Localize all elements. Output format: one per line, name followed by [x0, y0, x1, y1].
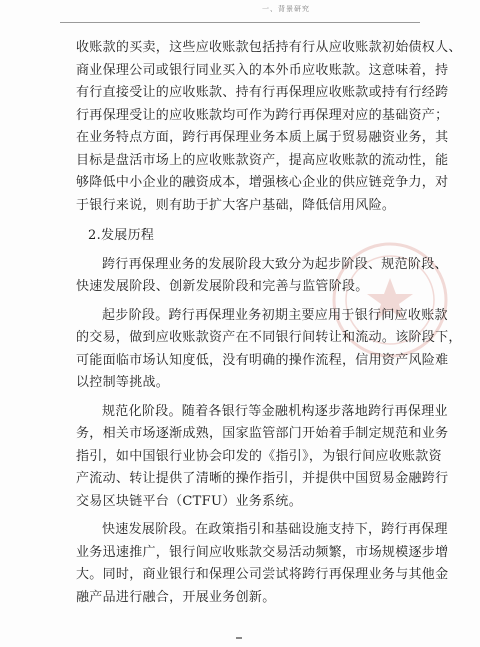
text-line: 有行直接受让的应收账款、持有行再保理应收账款或持有行经跨	[76, 85, 449, 100]
paragraph-2	[76, 254, 448, 299]
text-line: 业务迅速推广，银行间应收账款交易活动频繁，市场规模逐步增	[76, 544, 449, 560]
text-line: 可能面临市场认知度低，没有明确的操作流程，信用资产风险难	[76, 352, 449, 368]
paragraph-5	[76, 519, 449, 609]
header-text: 一、背景研究	[262, 5, 310, 13]
text-line: 务，相关市场逐渐成熟，国家监管部门开始着手制定规范和业务	[76, 426, 449, 441]
text-line: 快速发展阶段。在政策指引和基础设施支持下，跨行再保理	[102, 522, 448, 537]
text-line: 大。同时，商业银行和保理公司尝试将跨行再保理业务与其他金	[76, 567, 449, 582]
paragraph-4	[76, 401, 449, 514]
paragraph-1	[76, 37, 462, 217]
paragraph-3	[76, 305, 462, 395]
text-line: 行再保理受让的应收账款均可作为跨行再保理对应的基础资产；	[76, 107, 449, 123]
text-line: 产流动、转让提供了清晰的操作指引，并提供中国贸易金融跨行	[76, 471, 449, 486]
text-line: 交易区块链平台（CTFU）业务系统。	[76, 493, 302, 509]
text-line: 融产品进行融合，开展业务创新。	[76, 589, 276, 605]
text-line: 在业务特点方面，跨行再保理业务本质上属于贸易融资业务，其	[76, 130, 449, 145]
page-footer-mark	[236, 637, 242, 639]
text-line: 于银行来说，则有助于扩大客户基础，降低信用风险。	[76, 197, 396, 213]
text-line: 的交易，做到应收账款资产在不同银行间转让和流动。该阶段下，	[76, 330, 462, 345]
section-heading: 2.发展历程	[88, 228, 155, 243]
text-line: 够降低中小企业的融资成本，增强核心企业的供应链竞争力，对	[76, 175, 449, 190]
text-line: 收账款的买卖，这些应收账款包括持有行从应收账款初始债权人、	[76, 40, 462, 55]
page-header	[60, 0, 420, 23]
text-line: 跨行再保理业务的发展阶段大致分为起步阶段、规范阶段、	[102, 256, 448, 272]
text-line: 快速发展阶段、创新发展阶段和完善与监管阶段。	[76, 279, 369, 294]
text-line: 指引，如中国银行业协会印发的《指引》，为银行间应收账款资	[76, 448, 442, 464]
text-line: 目标是盘活市场上的应收账款资产，提高应收账款的流动性，能	[76, 152, 449, 168]
text-line: 规范化阶段。随着各银行等金融机构逐步落地跨行再保理业	[102, 403, 448, 419]
text-line: 以控制等挑战。	[76, 375, 170, 390]
text-line: 商业保理公司或银行同业买入的本外币应收账款。这意味着，持	[76, 62, 449, 78]
document-body	[76, 37, 462, 609]
text-line: 起步阶段。跨行再保理业务初期主要应用于银行间应收账款	[102, 307, 448, 323]
